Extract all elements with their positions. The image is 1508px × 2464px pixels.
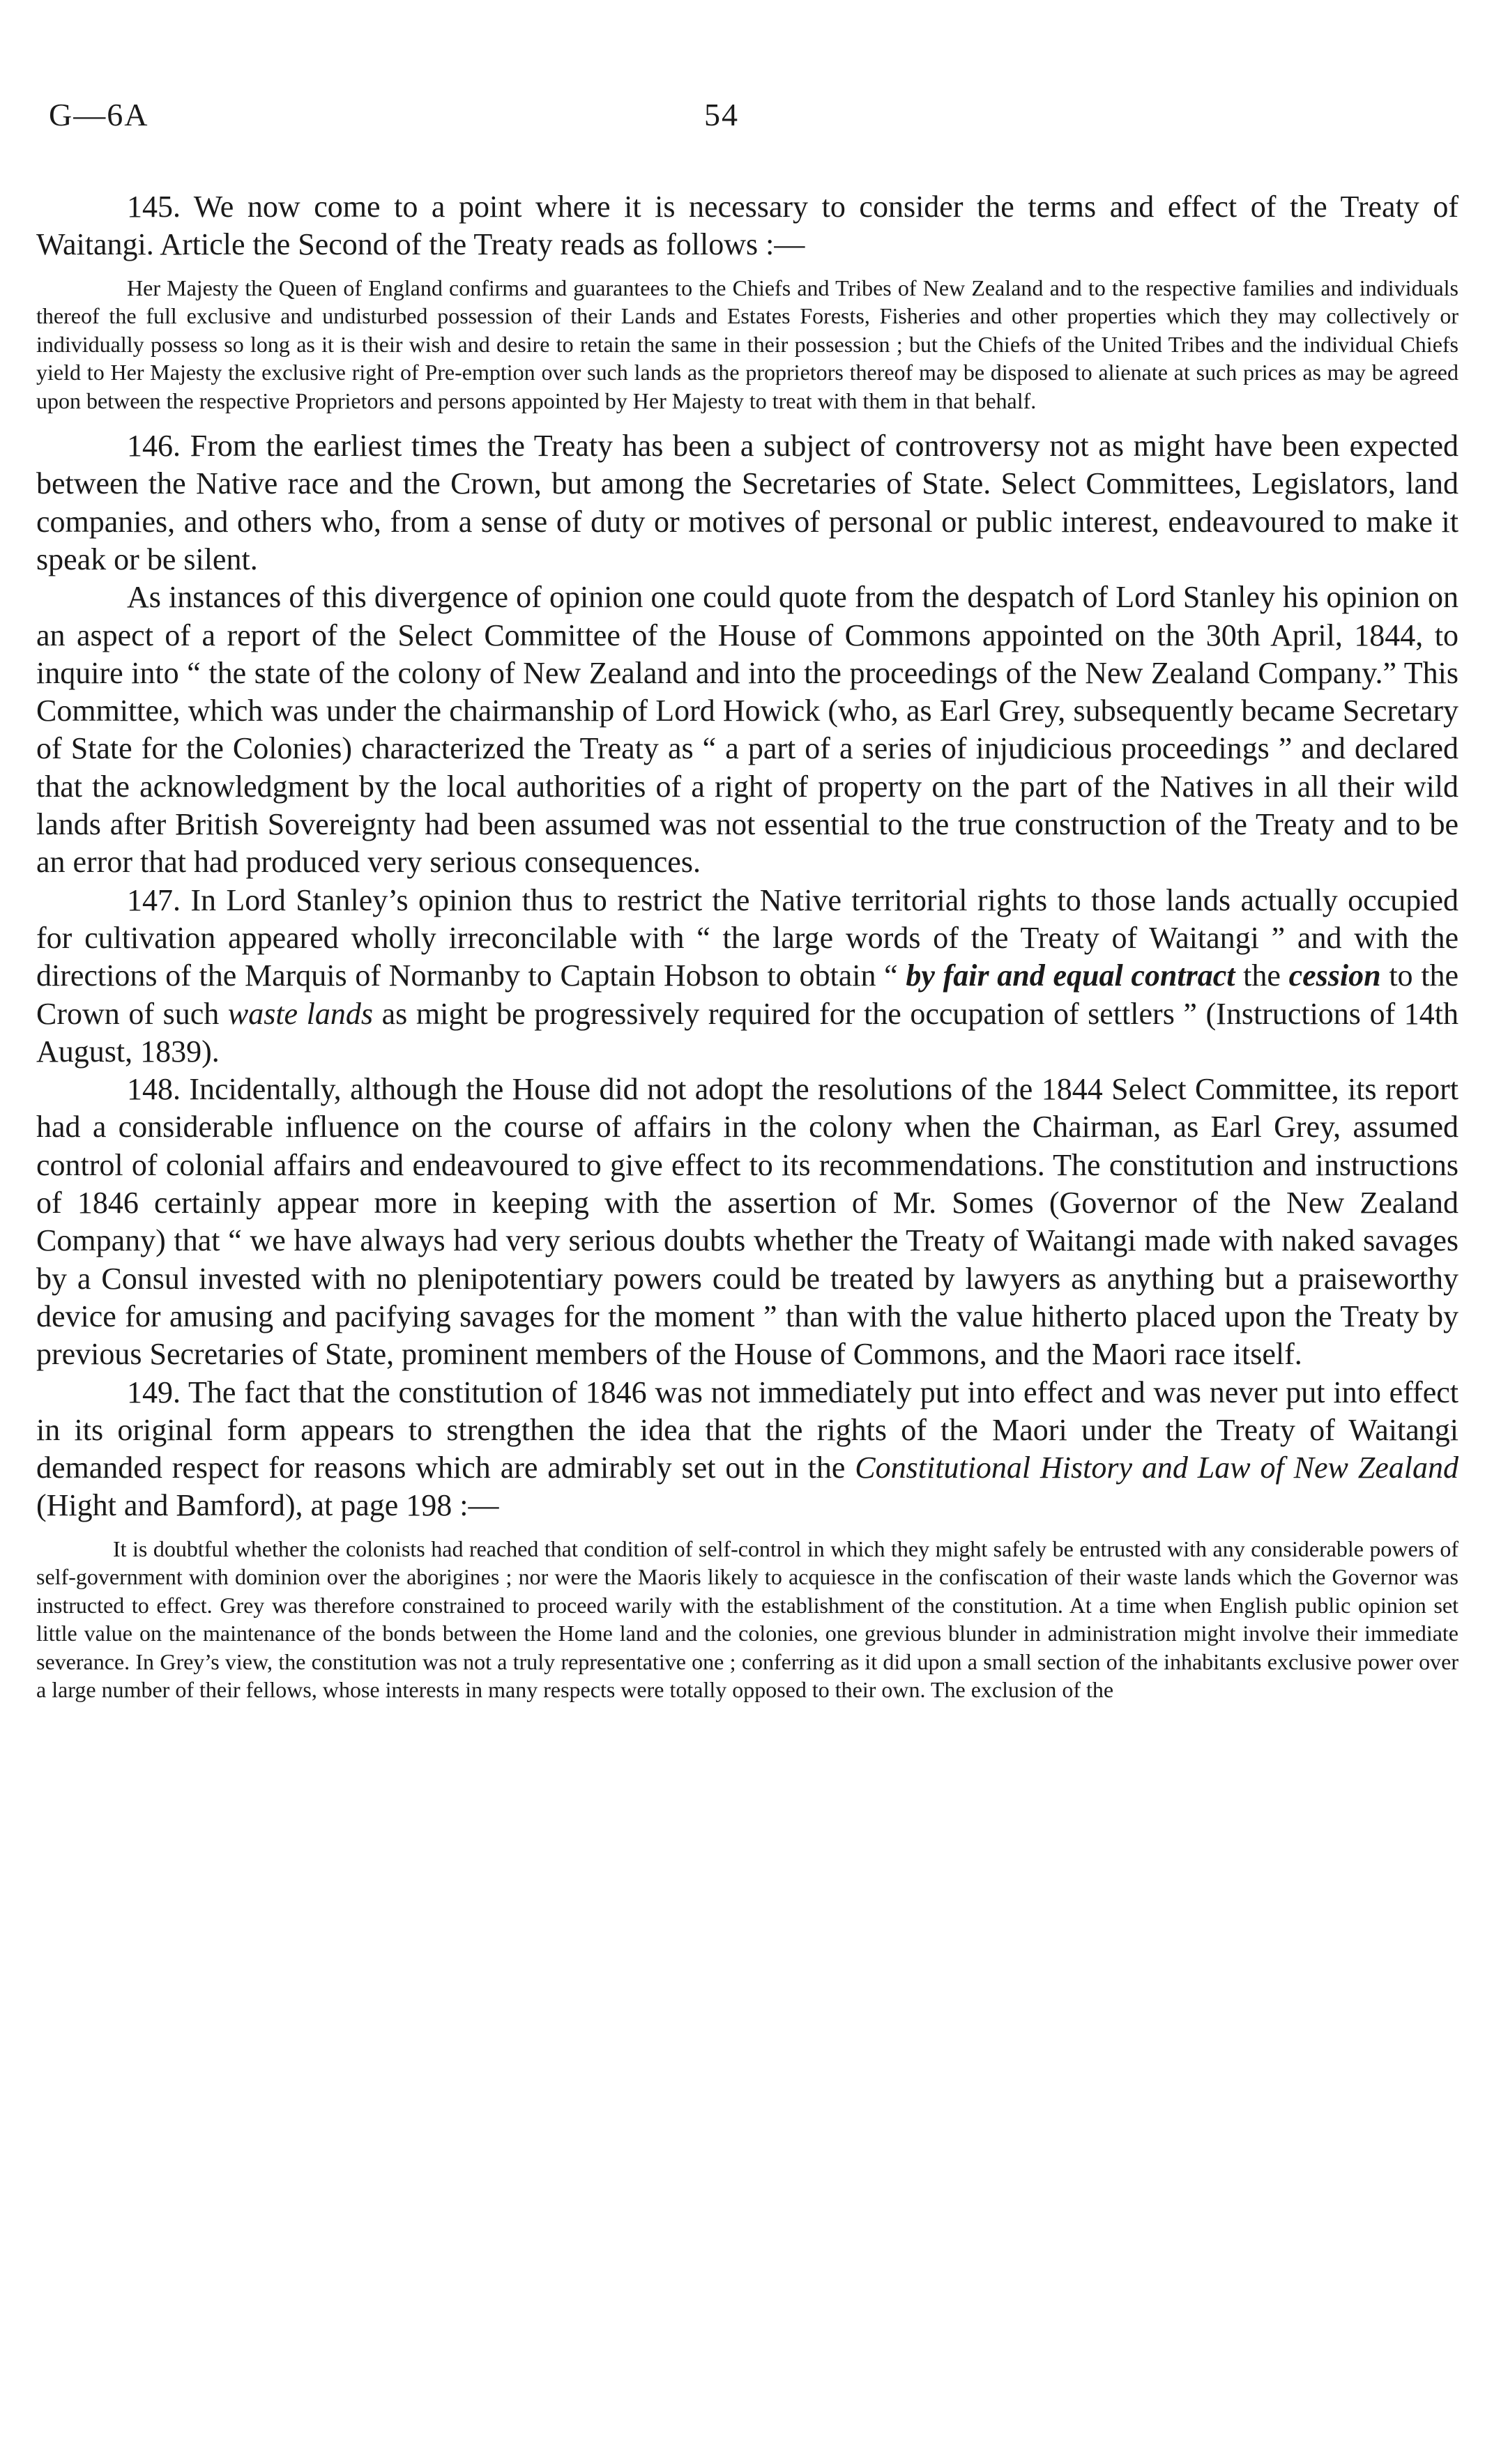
paragraph-147-text-d: as might be progressively required for the occupation of settlers ” (Instructions of 14th August, 1839). [36,996,1459,1069]
paragraph-149-text-a: 149. The fact that the constitution of 1846 was not immediately put into effect and was never put into effect in its original form appears to strengthen the idea that the rights of the Maori under the Treaty of Waitangi demanded respect for reasons which are admirably set out in the [36,1375,1459,1485]
paragraph-148: 148. Incidentally, although the House did not adopt the resolutions of the 1844 Select Committee, its report had a considerable influence on the course of affairs in the colony when the Chairman, as Earl Grey, assumed control of colonial affairs and endeavoured to give effect to its recommendations. The constitution and instructions of 1846 certainly appear more in keeping with the assertion of Mr. Somes (Governor of the New Zealand Company) that “ we have always had very serious doubts whether the Treaty of Waitangi made with naked savages by a Consul invested with no plenipotentiary powers could be treated by lawyers as anything but a praiseworthy device for amusing and pacifying savages for the moment ” than with the value hitherto placed upon the Treaty by previous Secretaries of State, prominent members of the House of Commons, and the Maori race itself. [36,1072,1459,1372]
document-reference: G—6A [49,97,149,132]
paragraph-147-emphasis-waste-lands: waste lands [227,996,374,1031]
paragraph-149-text-b: (Hight and Bamford), at page 198 :— [36,1488,499,1523]
treaty-article-quote: Her Majesty the Queen of England confirms and guarantees to the Chiefs and Tribes of New Zealand and to the respective families and individuals thereof the full exclusive and undisturbed possession of their Lands and Estates Forests, Fisheries and other properties which they may collectively or individually possess so long as it is their wish and desire to retain the same in their possession ; but the Chiefs of the United Tribes and the individual Chiefs yield to Her Majesty the exclusive right of Pre-emption over such lands as the proprietors thereof may be disposed to alienate at such prices as may be agreed upon between the respective Proprietors and persons appointed by Her Majesty to treat with them in that behalf. [36,275,1459,413]
constitutional-history-quote: It is doubtful whether the colonists had reached that condition of self-control in which they might safely be entrusted with any considerable powers of self-government with dominion over the aborigines ; nor were the Maoris likely to acquiesce in the confiscation of their waste lands which the Governor was instructed to effect. Grey was therefore constrained to proceed warily with the establishment of the constitution. At a time when English public opinion set little value on the maintenance of the bonds between the Home land and the colonies, one grevious blunder in administration might involve their immediate severance. In Grey’s view, the constitution was not a truly representative one ; conferring as it did upon a small section of the inhabitants exclusive power over a large number of their fellows, whose interests in many respects were totally opposed to their own. The exclusion of the [36,1536,1459,1703]
paragraph-147 [36,882,1459,1071]
paragraph-147-text-c: to the Crown of such [36,958,1459,1031]
paragraph-147-text-b: the [1235,958,1289,993]
paragraph-145: 145. We now come to a point where it is necessary to consider the terms and effect of the Treaty of Waitangi. Article the Second of the Treaty reads as follows :— [36,190,1459,262]
paragraph-146: 146. From the earliest times the Treaty has been a subject of controversy not as might have been expected between the Native race and the Crown, but among the Secretaries of State. Select Committees, Legislators, land companies, and others who, from a sense of duty or motives of personal or public interest, endeavoured to make it speak or be silent. [36,429,1459,576]
paragraph-147-emphasis-contract: by fair and equal contract [906,958,1235,993]
paragraph-146-continued: As instances of this divergence of opinion one could quote from the despatch of Lord Stanley his opinion on an aspect of a report of the Select Committee of the House of Commons appointed on the 30th April, 1844, to inquire into “ the state of the colony of New Zealand and into the proceedings of the New Zealand Company.” This Committee, which was under the chairmanship of Lord Howick (who, as Earl Grey, subsequently became Secretary of State for the Colonies) characterized the Treaty as “ a part of a series of injudicious proceedings ” and declared that the acknowledgment by the local authorities of a right of property on the part of the Natives in all their wild lands after British Sovereignty had been assumed was not essential to the true construction of the Treaty and to be an error that had produced very serious consequences. [36,580,1459,880]
paragraph-147-text-a: 147. In Lord Stanley’s opinion thus to restrict the Native territorial rights to those lands actually occupied for cultivation appeared wholly irreconcilable with “ the large words of the Treaty of Waitangi ” and with the directions of the Marquis of Normanby to Captain Hobson to obtain “ [36,882,1459,993]
page-number: 54 [704,97,739,132]
paragraph-149 [36,1374,1459,1525]
paragraph-147-emphasis-cession: cession [1288,958,1381,993]
paragraph-149-book-title: Constitutional History and Law of New Zealand [855,1451,1459,1485]
body-text [36,188,1459,1717]
